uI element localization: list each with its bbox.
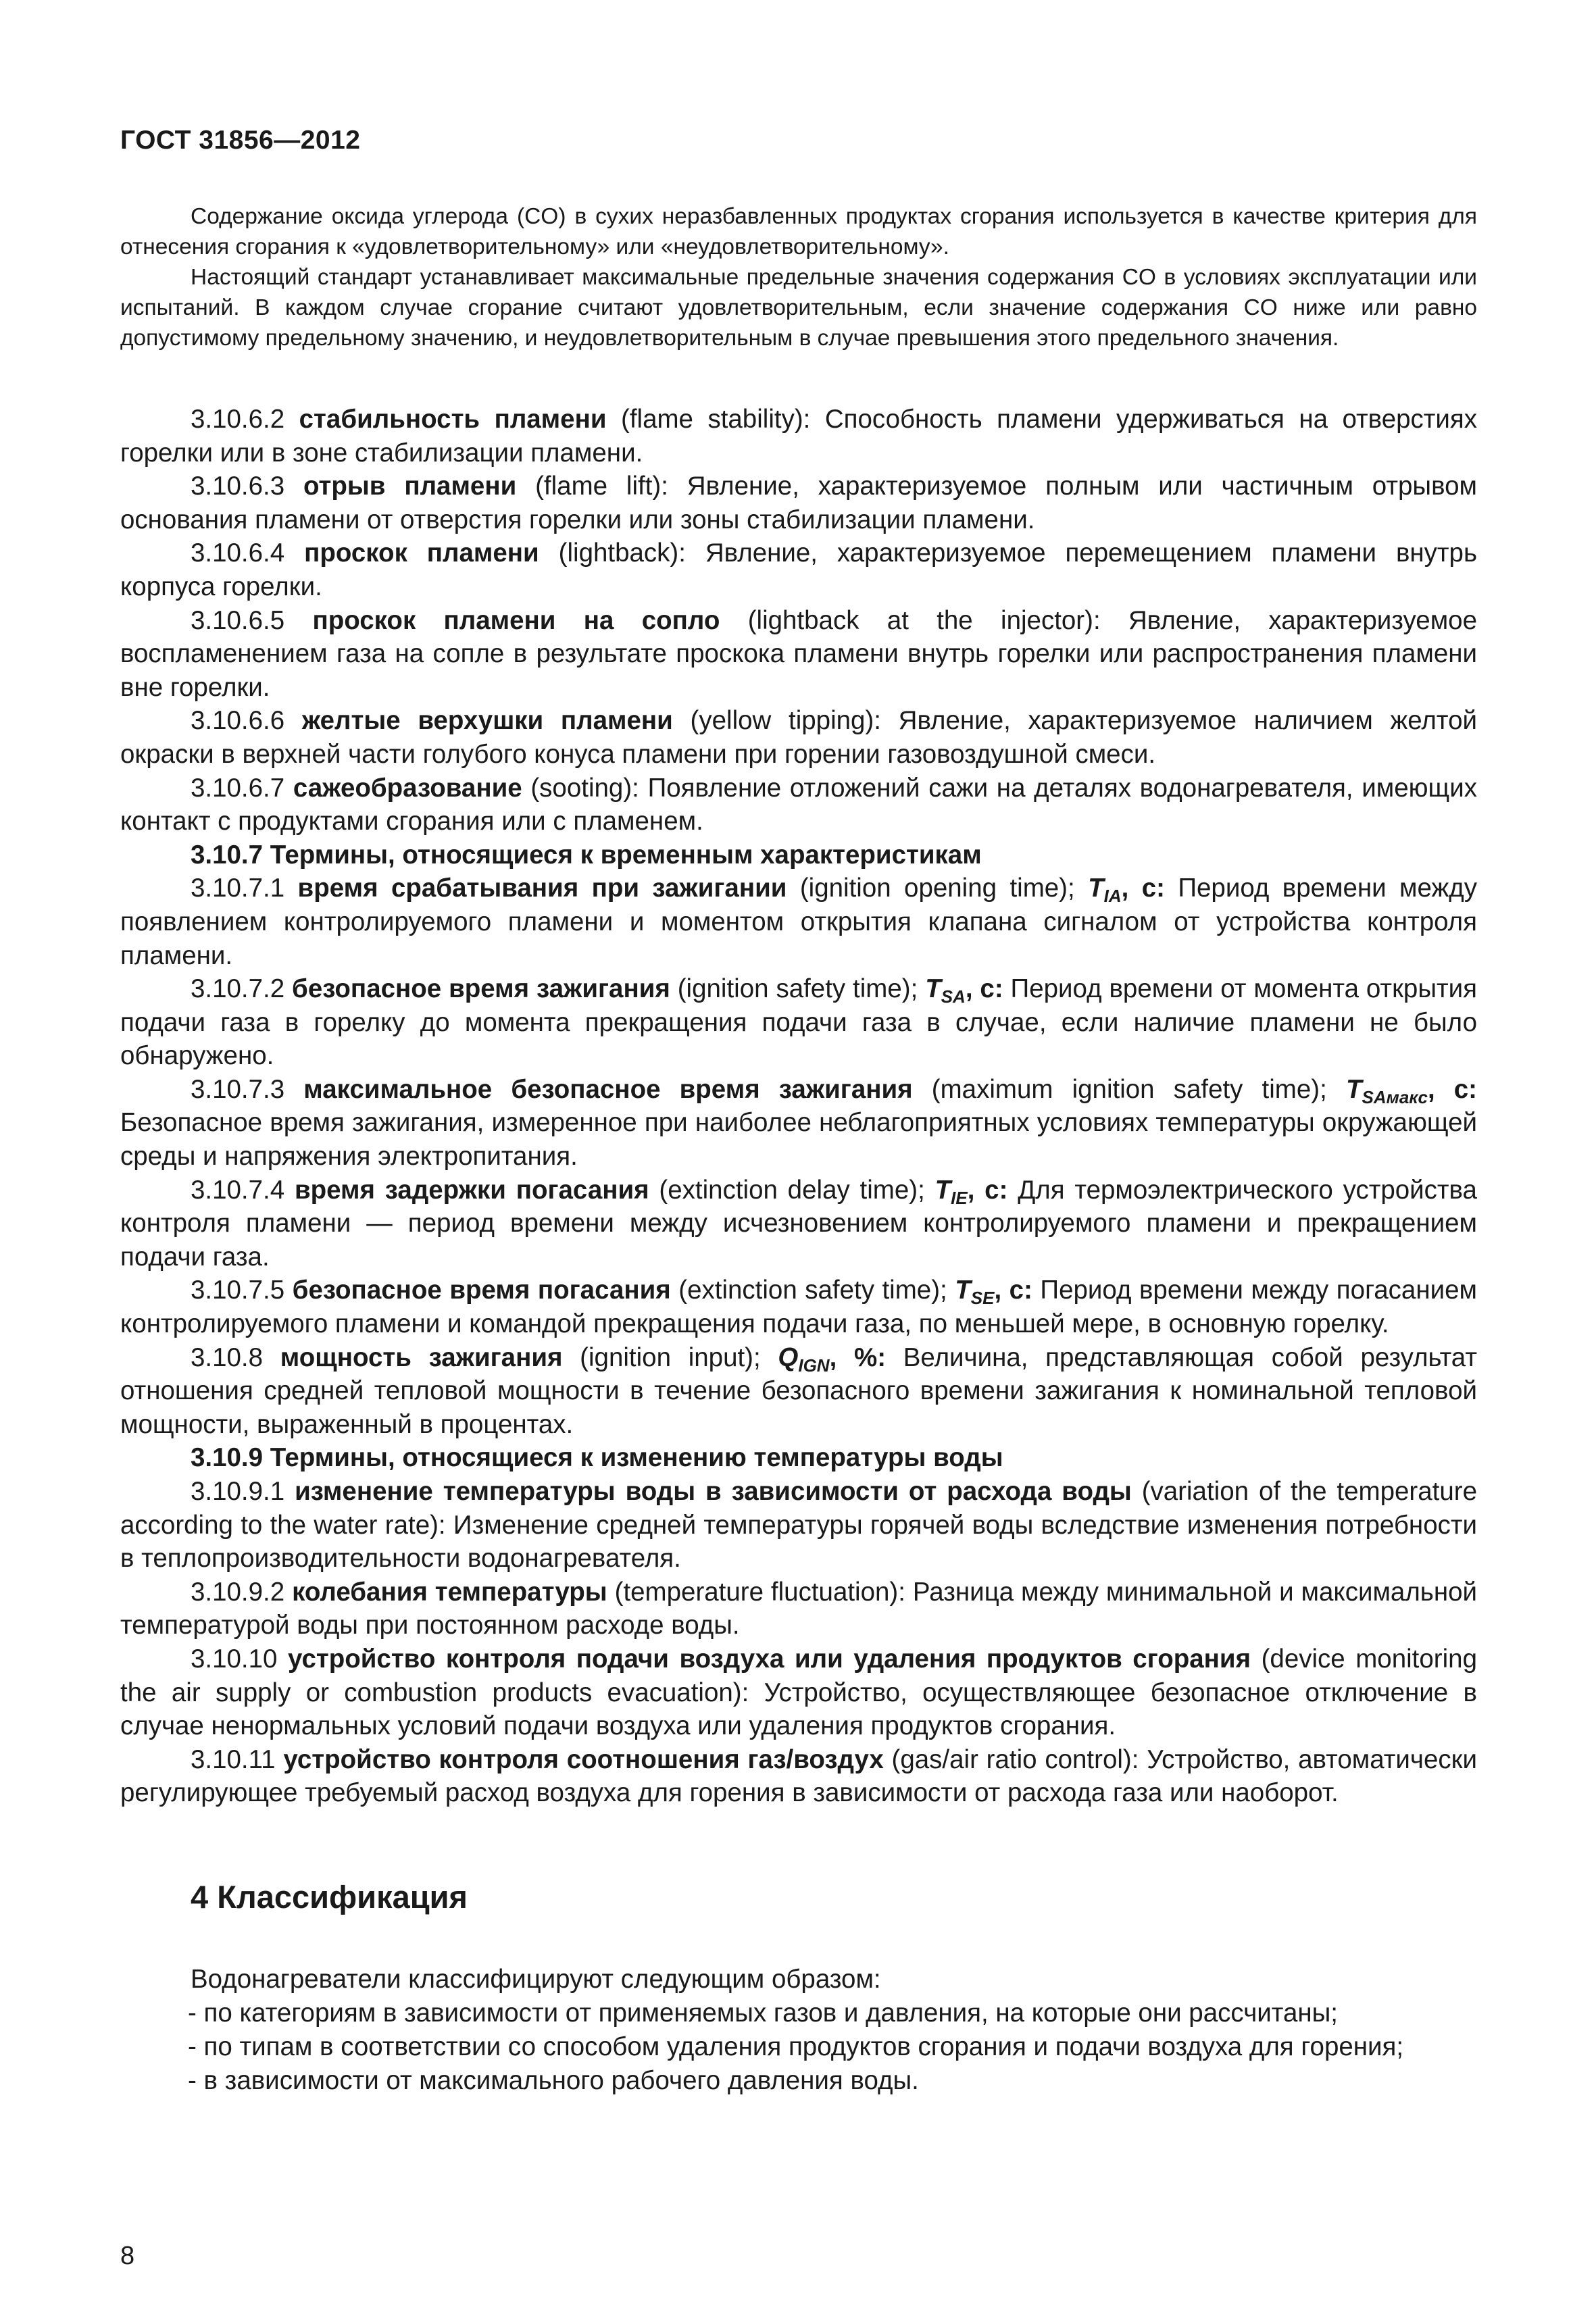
list-item: - в зависимости от максимального рабочего давления воды. — [188, 2066, 919, 2095]
term-3-10-8: 3.10.8 мощность зажигания (ignition input); $Q_{IGN}$, %: Величина, представляющая собой результат отношения средней тепловой мощности в течение безопасного времени зажигания к номинальной тепловой мощности, выраженный в процентах. — [120, 1342, 1477, 1439]
section-title: 4 Классификация — [191, 1879, 468, 1915]
term-3-10-7-5: 3.10.7.5 безопасное время погасания (extinction safety time); $T_{SE}$, с: Период времени между погасанием контролируемого пламени и командой прекращения подачи газа, по меньшей мере, в основную горелку. — [120, 1276, 1477, 1339]
term-3-10-6-3: 3.10.6.3 отрыв пламени (flame lift): Явление, характеризуемое полным или частичным отрывом основания пламени от отверстия горелки или зоны стабилизации пламени. — [120, 472, 1477, 534]
term-3-10-10: 3.10.10 устройство контроля подачи воздуха или удаления продуктов сгорания (device monitoring the air supply or combustion products evacuation): Устройство, осуществляющее безопасное отключение в случае ненормальных условий подачи воздуха или удаления продуктов сгорания. — [120, 1644, 1477, 1741]
list-item: - по категориям в зависимости от применяемых газов и давления, на которые они рассчитаны; — [188, 1998, 1339, 2028]
term-3-10-9-1: 3.10.9.1 изменение температуры воды в зависимости от расхода воды (variation of the temperature according to the water rate): Изменение средней температуры горячей воды вследствие изменения потребности в теплопроизводительности водонагревателя. — [120, 1477, 1478, 1574]
term-3-10-6-4: 3.10.6.4 проскок пламени (lightback): Явление, характеризуемое перемещением пламени внутрь корпуса горелки. — [120, 538, 1478, 601]
term-3-10-6-7: 3.10.6.7 сажеобразование (sooting): Появление отложений сажи на деталях водонагревателя, имеющих контакт с продуктами сгорания или с пламенем. — [120, 773, 1477, 836]
term-3-10-9-2: 3.10.9.2 колебания температуры (temperature fluctuation): Разница между минимальной и максимальной температурой воды при постоянном расходе воды. — [120, 1577, 1478, 1640]
classification-intro: Водонагреватели классифицируют следующим образом: — [191, 1965, 881, 1994]
term-3-10-6-6: 3.10.6.6 желтые верхушки пламени (yellow tipping): Явление, характеризуемое наличием желтой окраски в верхней части голубого конуса пламени при горении газовоздушной смеси. — [120, 706, 1477, 769]
subsection-heading-3-10-7: 3.10.7 Термины, относящиеся к временным характеристикам — [191, 840, 982, 870]
term-3-10-7-2: 3.10.7.2 безопасное время зажигания (ignition safety time); $T_{SA}$, с: Период времени от момента открытия подачи газа в горелку до момента прекращения подачи газа в случае, если наличие пламени не было обнаружено. — [120, 974, 1477, 1071]
document-header: ГОСТ 31856—2012 — [120, 126, 361, 155]
page-number: 8 — [120, 2242, 135, 2270]
term-3-10-6-5: 3.10.6.5 проскок пламени на сопло (lightback at the injector): Явление, характеризуемое воспламенением газа на сопле в результате проскока пламени внутрь горелки или распространения пламени вне горелки. — [120, 605, 1477, 702]
term-3-10-7-1: 3.10.7.1 время срабатывания при зажигании (ignition opening time); $T_{IA}$, с: Период времени между появлением контролируемого пламени и моментом открытия клапана сигналом от устройства контроля пламени. — [120, 874, 1477, 970]
note-paragraph: Настоящий стандарт устанавливает максимальные предельные значения содержания CO в условиях эксплуатации или испытаний. В каждом случае сгорание считают удовлетворительным, если значение содержания CO ниже или равно допустимому предельному значению, и неудовлетворительным в случае превышения этого предельного значения. — [120, 265, 1477, 351]
note-paragraph: Содержание оксида углерода (CO) в сухих неразбавленных продуктах сгорания используется в качестве критерия для отнесения сгорания к «удовлетворительному» или «неудовлетворительному». — [120, 204, 1477, 259]
term-3-10-7-3: 3.10.7.3 максимальное безопасное время зажигания (maximum ignition safety time); $T_{SAмакс}$, с: Безопасное время зажигания, измеренное при наиболее неблагоприятных условиях температуры окружающей среды и напряжения электропитания. — [120, 1074, 1477, 1172]
subsection-heading-3-10-9: 3.10.9 Термины, относящиеся к изменению температуры воды — [191, 1443, 1003, 1473]
classification-list — [188, 1996, 1477, 2098]
term-3-10-11: 3.10.11 устройство контроля соотношения газ/воздух (gas/air ratio control): Устройство, автоматически регулирующее требуемый расход воздуха для горения в зависимости от расхода газа или наоборот. — [120, 1744, 1477, 1808]
classification-block — [188, 1963, 1477, 2098]
terms-body — [120, 403, 1477, 1810]
note-block — [120, 201, 1477, 353]
term-3-10-6-2: 3.10.6.2 стабильность пламени (flame stability): Способность пламени удерживаться на отверстиях горелки или в зоне стабилизации пламени. — [120, 405, 1478, 468]
term-3-10-7-4: 3.10.7.4 время задержки погасания (extinction delay time); $T_{IE}$, с: Для термоэлектрического устройства контроля пламени — период времени между исчезновением контролируемого пламени и прекращением подачи газа. — [120, 1175, 1477, 1272]
list-item: - по типам в соответствии со способом удаления продуктов сгорания и подачи воздуха для горения; — [188, 2032, 1404, 2061]
